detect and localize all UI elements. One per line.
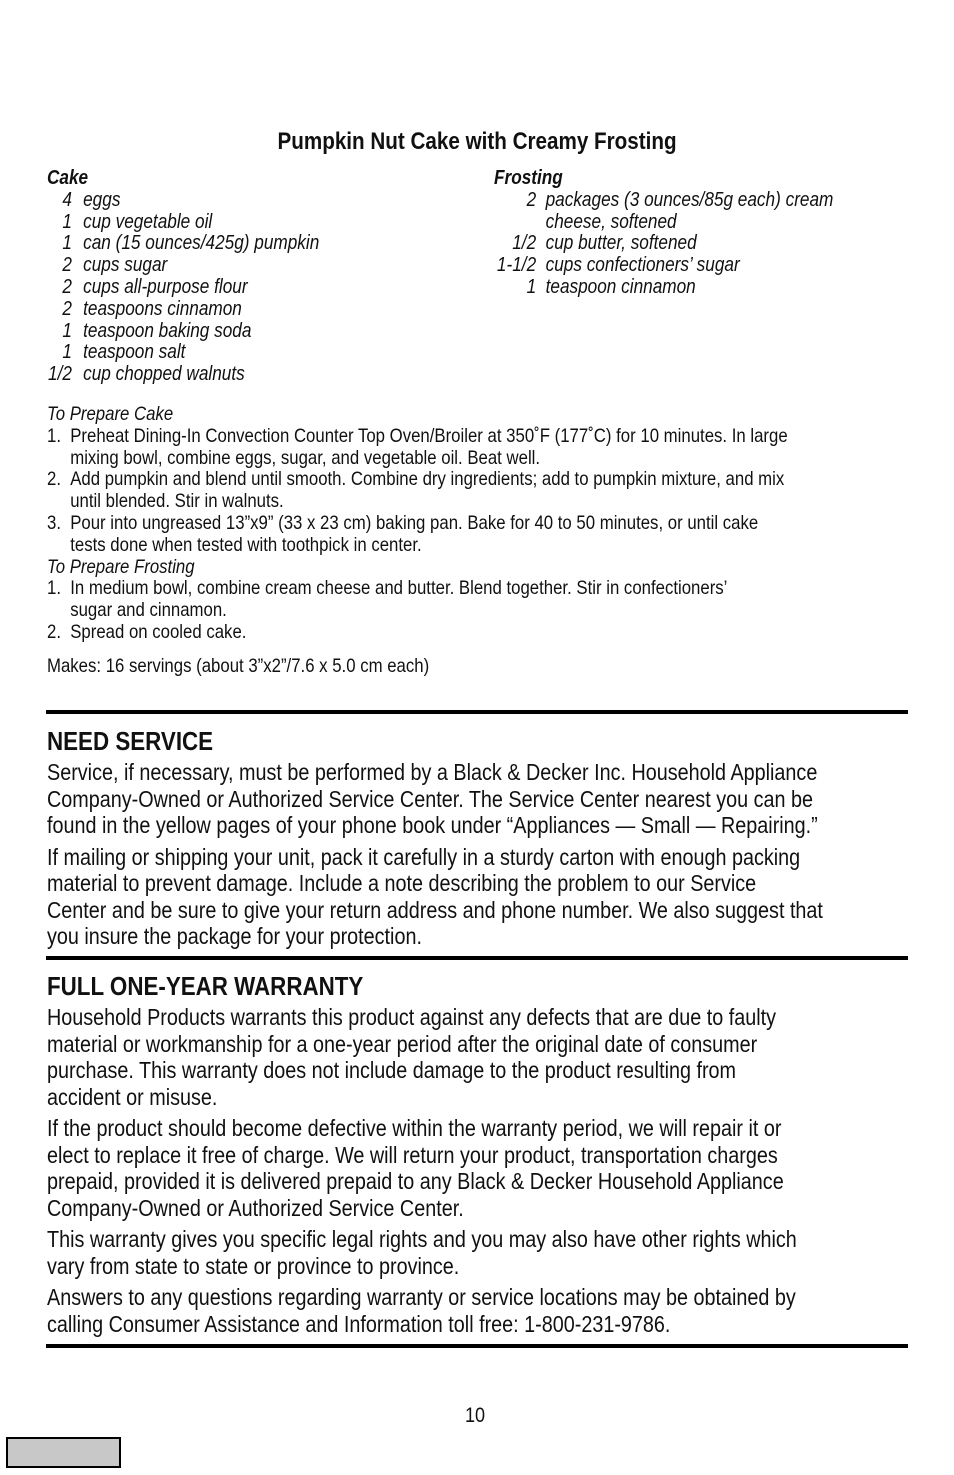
ingredient-quantity: 2 [62,254,72,277]
ingredient-item [494,275,696,299]
paragraph-line: material to prevent damage. Include a note describing the problem to our Service [47,870,757,897]
ingredient-quantity: 4 [62,188,72,211]
warranty-paragraph [47,1284,907,1337]
ingredient-quantity: 1 [62,319,72,342]
paragraph-line: material or workmanship for a one-year period after the original date of consumer [47,1030,758,1057]
ingredient-item [494,210,677,234]
paragraph-line: calling Consumer Assistance and Information toll free: 1-800-231-9786. [47,1310,671,1337]
ingredient-item [47,363,245,386]
ingredient-item [47,319,252,343]
warranty-heading: FULL ONE-YEAR WARRANTY [47,971,364,1001]
paragraph-line: Answers to any questions regarding warranty or service locations may be obtained by [47,1284,796,1311]
ingredient-quantity: 1 [526,275,537,298]
ingredient-text: eggs [83,188,121,211]
cake-ingredients-column [47,167,320,386]
warranty-paragraph [47,1115,907,1221]
step-text-line: mixing bowl, combine eggs, sugar, and vegetable oil. Beat well. [70,446,541,469]
paragraph-line: Household Products warrants this product against any defects that are due to faulty [47,1004,776,1030]
ingredient-quantity: 1/2 [48,363,72,386]
ingredient-item [494,188,834,212]
service-paragraph [47,759,907,839]
ingredient-text: cups sugar [83,254,168,277]
ingredient-item [47,254,168,277]
section-divider [46,710,908,714]
ingredient-text: teaspoon cinnamon [545,275,696,298]
paragraph-line: This warranty gives you specific legal rights and you may also have other rights which [47,1226,797,1253]
paragraph-line: purchase. This warranty does not include damage to the product resulting from [47,1057,737,1084]
ingredient-item [47,341,186,364]
ingredient-item [47,188,121,212]
step-text-line: Pour into ungreased 13”x9” (33 x 23 cm) baking pan. Bake for 40 to 50 minutes, or until cake [70,511,759,534]
step-number: 2. [47,620,61,643]
step-text-line: In medium bowl, combine cream cheese and butter. Blend together. Stir in confectioners’ [70,577,728,600]
ingredient-text: cup butter, softened [545,232,697,255]
ingredient-text: teaspoon baking soda [83,319,252,342]
step-text-line: tests done when tested with toothpick in center. [70,533,422,556]
paragraph-line: accident or misuse. [47,1083,218,1110]
prepare-frosting-heading: To Prepare Frosting [47,555,195,578]
page-number: 10 [465,1404,486,1427]
need-service-text [47,759,954,955]
section-divider [46,956,908,960]
ingredient-item [47,232,320,255]
step-text-line: Spread on cooled cake. [70,620,247,643]
instruction-step [47,578,907,622]
ingredient-text: teaspoon salt [83,341,186,364]
warranty-text [47,1004,954,1342]
paragraph-line: Company-Owned or Authorized Service Center. The Service Center nearest you can be [47,785,813,812]
paragraph-line: elect to replace it free of charge. We will return your product, transportation charges [47,1141,778,1168]
instruction-step [47,469,907,513]
step-number: 1. [47,424,61,447]
ingredient-item [47,210,213,234]
ingredient-text: can (15 ounces/425g) pumpkin [83,232,320,255]
frosting-heading: Frosting [494,167,563,189]
ingredient-quantity: 1 [62,341,72,364]
ingredient-item [494,254,740,277]
paragraph-line: you insure the package for your protection. [47,923,422,950]
paragraph-line: vary from state to state or province to province. [47,1252,460,1279]
step-text-line: Add pumpkin and blend until smooth. Combine dry ingredients; add to pumpkin mixture, and mix [70,468,785,491]
instruction-step [47,426,907,470]
ingredient-quantity: 2 [62,275,72,298]
ingredient-quantity: 1 [62,210,72,233]
ingredient-quantity: 2 [526,188,537,211]
ingredient-item [47,275,248,299]
warranty-paragraph [47,1004,907,1110]
section-divider [46,1344,908,1348]
ingredient-text: cups confectioners’ sugar [545,254,740,277]
step-number: 3. [47,511,61,534]
gray-tab-marker [6,1437,121,1468]
step-text-line: until blended. Stir in walnuts. [70,490,284,513]
step-number: 1. [47,577,61,600]
prepare-cake-heading: To Prepare Cake [47,403,174,425]
step-number: 2. [47,468,61,491]
ingredient-quantity: 1/2 [512,232,537,255]
preparation-instructions [47,404,954,678]
ingredient-quantity: 1-1/2 [496,254,537,277]
ingredient-quantity: 1 [62,232,72,255]
ingredient-text: cup chopped walnuts [83,363,245,386]
recipe-title: Pumpkin Nut Cake with Creamy Frosting [277,128,677,155]
ingredient-text: cup vegetable oil [83,210,213,233]
ingredient-text: teaspoons cinnamon [83,297,242,320]
frosting-ingredients-column [494,167,834,299]
paragraph-line: Center and be sure to give your return address and phone number. We also suggest that [47,896,823,923]
ingredient-item [47,297,242,321]
paragraph-line: Company-Owned or Authorized Service Center. [47,1194,464,1221]
paragraph-line: found in the yellow pages of your phone book under “Appliances — Small — Repairing.” [47,812,818,839]
ingredient-text: cups all-purpose flour [83,275,248,298]
paragraph-line: Service, if necessary, must be performed by a Black & Decker Inc. Household Appliance [47,759,818,785]
ingredient-text: packages (3 ounces/85g each) cream [545,188,834,211]
paragraph-line: prepaid, provided it is delivered prepaid to any Black & Decker Household Appliance [47,1168,784,1195]
service-paragraph [47,844,907,950]
need-service-heading: NEED SERVICE [47,726,214,756]
ingredient-text: cheese, softened [545,210,677,233]
ingredient-quantity: 2 [62,297,72,320]
cake-heading: Cake [47,167,89,189]
makes-servings: Makes: 16 servings (about 3”x2”/7.6 x 5.0 cm each) [47,654,430,677]
instruction-step [47,513,907,557]
paragraph-line: If the product should become defective within the warranty period, we will repair it or [47,1115,782,1142]
paragraph-line: If mailing or shipping your unit, pack it carefully in a sturdy carton with enough packing [47,843,801,870]
ingredient-item [494,232,697,255]
warranty-paragraph [47,1226,907,1279]
step-text-line: sugar and cinnamon. [70,599,227,622]
step-text-line: Preheat Dining-In Convection Counter Top Oven/Broiler at 350˚F (177˚C) for 10 minutes. In large [70,424,788,447]
instruction-step [47,622,907,644]
